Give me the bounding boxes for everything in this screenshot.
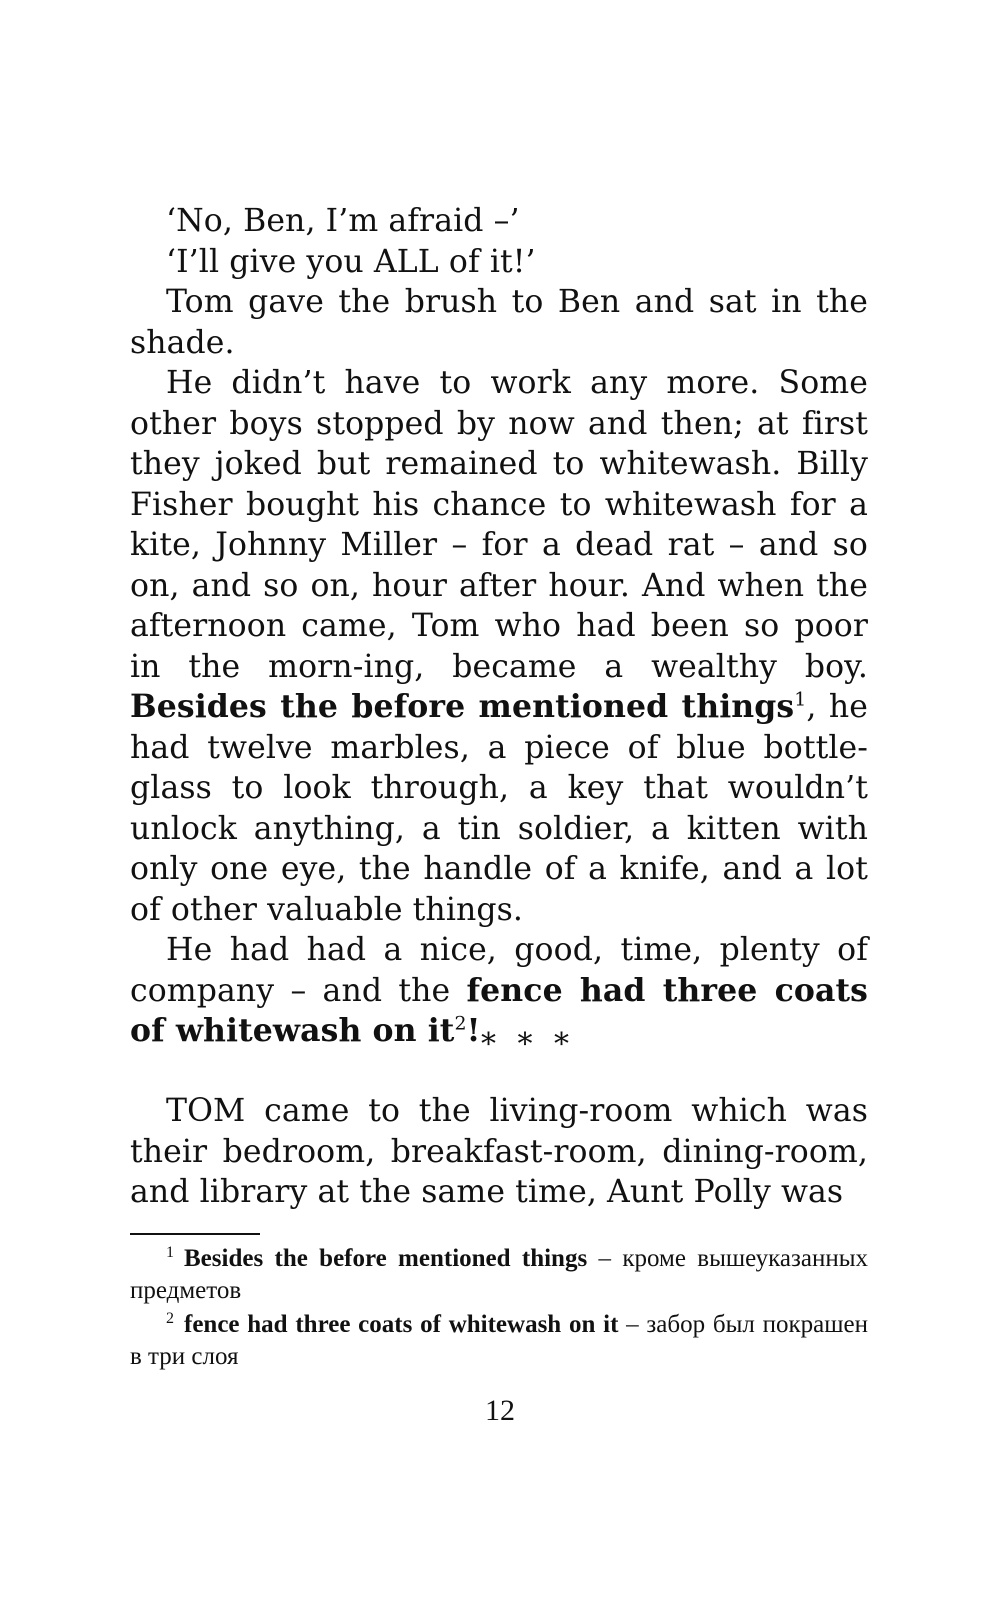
section-separator: * * * <box>480 1027 576 1062</box>
paragraph-wealthy-boy-text-end: , he had twelve marbles, a piece of blue bottle-glass to look through, a key that wouldn’t unlock anything, a tin soldier, a kitten with only one eye, the handle of a knife, and a lot of other valuable things. <box>130 689 869 928</box>
footnote-2 <box>130 1309 868 1373</box>
bold-phrase-before-mentioned: Besides the before mentioned things <box>130 688 795 725</box>
paragraph-living-room: TOM came to the living-room which was their bedroom, breakfast-room, dining-room, and library at the same time, Aunt Polly was <box>130 1093 868 1210</box>
paragraph-dialogue-1: ‘No, Ben, I’m afraid –’ <box>166 203 520 239</box>
bold-phrase-fence: fence had three coats of whitewash on it <box>130 971 868 1049</box>
footnotes <box>130 1243 868 1375</box>
paragraph-wealthy-boy-text-start: He didn’t have to work any more. Some other boys stopped by now and then; at first they joked but remained to whitewash. Billy Fisher bought his chance to whitewash for a kite, Johnny Miller – for a dead rat – and so on, and so on, hour after hour. And when the afternoon came, Tom who had been so poor in the morn-ing, became a wealthy boy. <box>130 365 868 685</box>
main-text <box>130 201 868 1052</box>
footnote-1-number: 1 <box>166 1244 174 1262</box>
paragraph-brush: Tom gave the brush to Ben and sat in the shade. <box>130 284 868 361</box>
page-number: 12 <box>485 1394 515 1427</box>
footnote-1-term: Besides the before mentioned things <box>184 1245 588 1272</box>
main-text-continued <box>130 1091 868 1213</box>
footnote-2-number: 2 <box>166 1310 174 1328</box>
footnote-2-term: fence had three coats of whitewash on it <box>184 1311 619 1338</box>
paragraph-dialogue-2: ‘I’ll give you ALL of it!’ <box>166 243 536 280</box>
footnote-ref-1: 1 <box>794 688 807 711</box>
footnote-divider <box>130 1233 260 1235</box>
bold-exclamation: ! <box>466 1012 481 1049</box>
footnote-ref-2: 2 <box>454 1012 467 1035</box>
footnote-1-translation: – кроме вышеуказанных предметов <box>130 1245 868 1304</box>
paragraph-fence-text-start: He had had a nice, good, time, plenty of company – and the <box>130 932 868 1009</box>
footnote-2-translation: – забор был покрашен в три слоя <box>130 1311 868 1370</box>
paragraph-wealthy-boy <box>130 363 868 930</box>
footnote-1 <box>130 1243 868 1307</box>
